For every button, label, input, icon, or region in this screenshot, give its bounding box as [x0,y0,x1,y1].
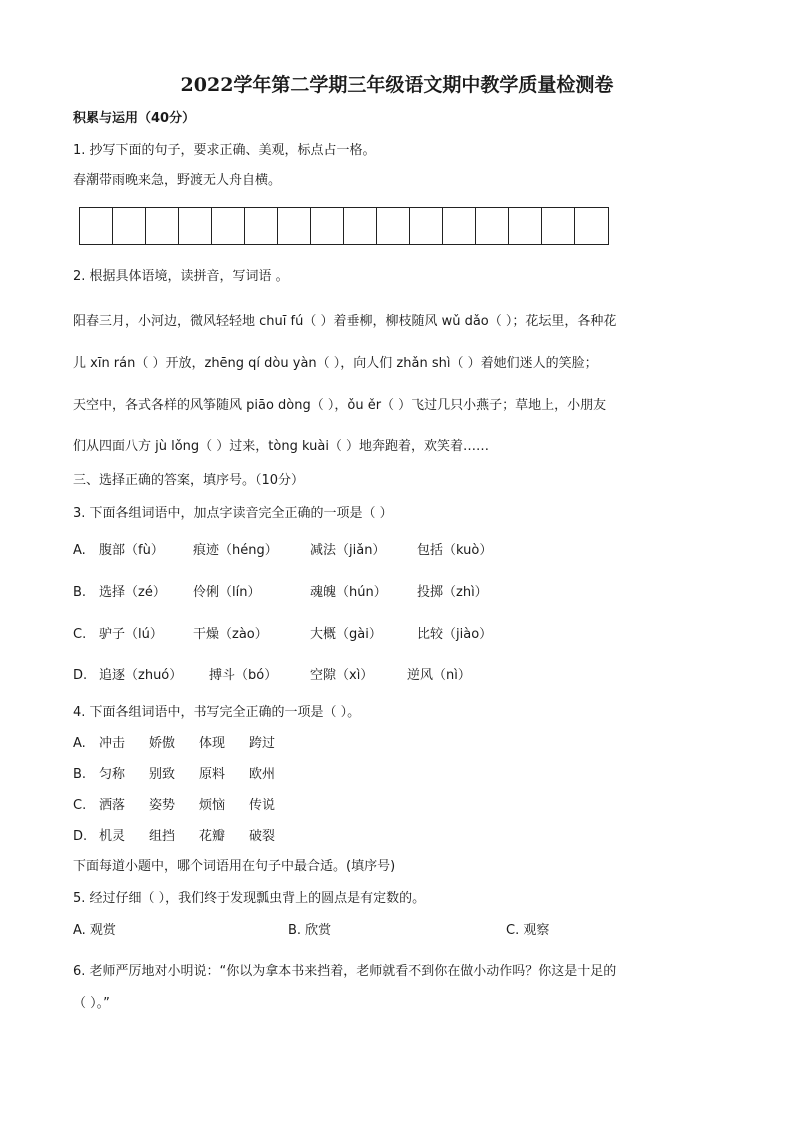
option-word: 魂魄（hún） [310,585,387,600]
option-word: 比较（jiào） [417,627,493,642]
option-word: 包括（kuò） [417,543,493,558]
grid-cell[interactable] [410,208,443,244]
option-word: 搏斗（bó） [209,668,278,683]
option-word: 传说 [249,798,276,813]
question-3-option-b[interactable] [73,584,488,602]
grid-cell[interactable] [245,208,278,244]
grid-cell[interactable] [377,208,410,244]
question-3-option-c[interactable] [73,626,492,644]
option-word: 体现 [199,736,226,751]
question-4-option-c[interactable] [73,797,299,815]
question-1-prompt: 1. 抄写下面的句子，要求正确、美观，标点占一格。 [73,143,376,158]
grid-cell[interactable] [476,208,509,244]
question-2-prompt: 2. 根据具体语境，读拼音，写词语 。 [73,269,289,284]
grid-cell[interactable] [179,208,212,244]
copy-writing-grid[interactable] [79,207,609,245]
option-word: 驴子（lú） [99,627,163,642]
option-word: 逆风（nì） [407,668,471,683]
option-label: C. [73,798,87,813]
question-3-option-a[interactable] [73,542,492,560]
option-word: 洒落 [99,798,126,813]
option-label: A. [73,543,86,558]
grid-cell[interactable] [509,208,542,244]
question-5-option-b[interactable]: B. 欣赏 [288,923,332,938]
section-heading-choice: 三、选择正确的答案，填序号。（10分） [73,473,305,488]
question-2-line-4: 们从四面八方 jù lǒng（ ）过来，tòng kuài（ ）地奔跑着，欢笑着…… [73,439,490,454]
option-word: 伶俐（lín） [193,585,261,600]
grid-cell[interactable] [278,208,311,244]
question-6-line-2: （ ）。” [73,996,110,1011]
option-word: 组挡 [149,829,176,844]
option-word: 别致 [149,767,176,782]
option-word: 姿势 [149,798,176,813]
question-4-option-a[interactable] [73,735,299,753]
option-word: 投掷（zhì） [417,585,488,600]
option-word: 冲击 [99,736,126,751]
page-title: 2022学年第二学期三年级语文期中教学质量检测卷 [180,74,614,96]
option-word: 追逐（zhuó） [99,668,183,683]
grid-cell[interactable] [542,208,575,244]
option-word: 选择（zé） [99,585,166,600]
question-5-prompt: 5. 经过仔细（ ），我们终于发现瓢虫背上的圆点是有定数的。 [73,891,426,906]
instruction-text: 下面每道小题中，哪个词语用在句子中最合适。(填序号) [73,859,396,874]
question-2-line-1: 阳春三月，小河边，微风轻轻地 chuī fú（ ）着垂柳，柳枝随风 wǔ dǎo（ ）；花坛里，各种花 [73,314,617,329]
option-label: D. [73,829,88,844]
option-label: B. [73,585,87,600]
grid-cell[interactable] [80,208,113,244]
question-5-option-a[interactable]: A. 观赏 [73,923,116,938]
option-label: B. [73,767,87,782]
option-word: 跨过 [249,736,276,751]
option-word: 腹部（fù） [99,543,164,558]
grid-cell[interactable] [311,208,344,244]
grid-cell[interactable] [113,208,146,244]
question-5-options [73,922,549,940]
question-1-sentence: 春潮带雨晚来急，野渡无人舟自横。 [73,173,282,188]
option-label: A. [73,736,86,751]
option-word: 原料 [199,767,226,782]
option-word: 匀称 [99,767,126,782]
question-3-option-d[interactable] [73,667,471,685]
option-word: 痕迹（héng） [193,543,278,558]
option-label: C. [73,627,87,642]
question-5-option-c[interactable]: C. 观察 [506,923,550,938]
option-word: 破裂 [249,829,276,844]
question-2-line-2: 儿 xīn rán（ ）开放，zhēng qí dòu yàn（ ），向人们 zhǎn shì（ ）着她们迷人的笑脸； [73,356,598,371]
option-word: 烦恼 [199,798,226,813]
question-3-prompt: 3. 下面各组词语中，加点字读音完全正确的一项是（ ） [73,506,393,521]
question-4-prompt: 4. 下面各组词语中，书写完全正确的一项是（ ）。 [73,705,361,720]
option-word: 减法（jiǎn） [310,543,386,558]
grid-cell[interactable] [146,208,179,244]
option-word: 花瓣 [199,829,226,844]
option-label: D. [73,668,88,683]
question-6-line-1: 6. 老师严厉地对小明说：“你以为拿本书来挡着，老师就看不到你在做小动作吗？你这是十足的 [73,964,617,979]
option-word: 干燥（zào） [193,627,268,642]
option-word: 娇傲 [149,736,176,751]
grid-cell[interactable] [344,208,377,244]
option-word: 机灵 [99,829,126,844]
grid-cell[interactable] [575,208,608,244]
grid-cell[interactable] [443,208,476,244]
option-word: 空隙（xì） [310,668,374,683]
question-4-option-b[interactable] [73,766,299,784]
option-word: 大概（gài） [310,627,382,642]
section-heading-accumulation: 积累与运用（40分） [73,111,196,126]
option-word: 欧州 [249,767,276,782]
question-2-line-3: 天空中，各式各样的风筝随风 piāo dòng（ ），ǒu ěr（ ）飞过几只小燕子；草地上，小朋友 [73,398,607,413]
grid-cell[interactable] [212,208,245,244]
question-4-option-d[interactable] [73,828,299,846]
